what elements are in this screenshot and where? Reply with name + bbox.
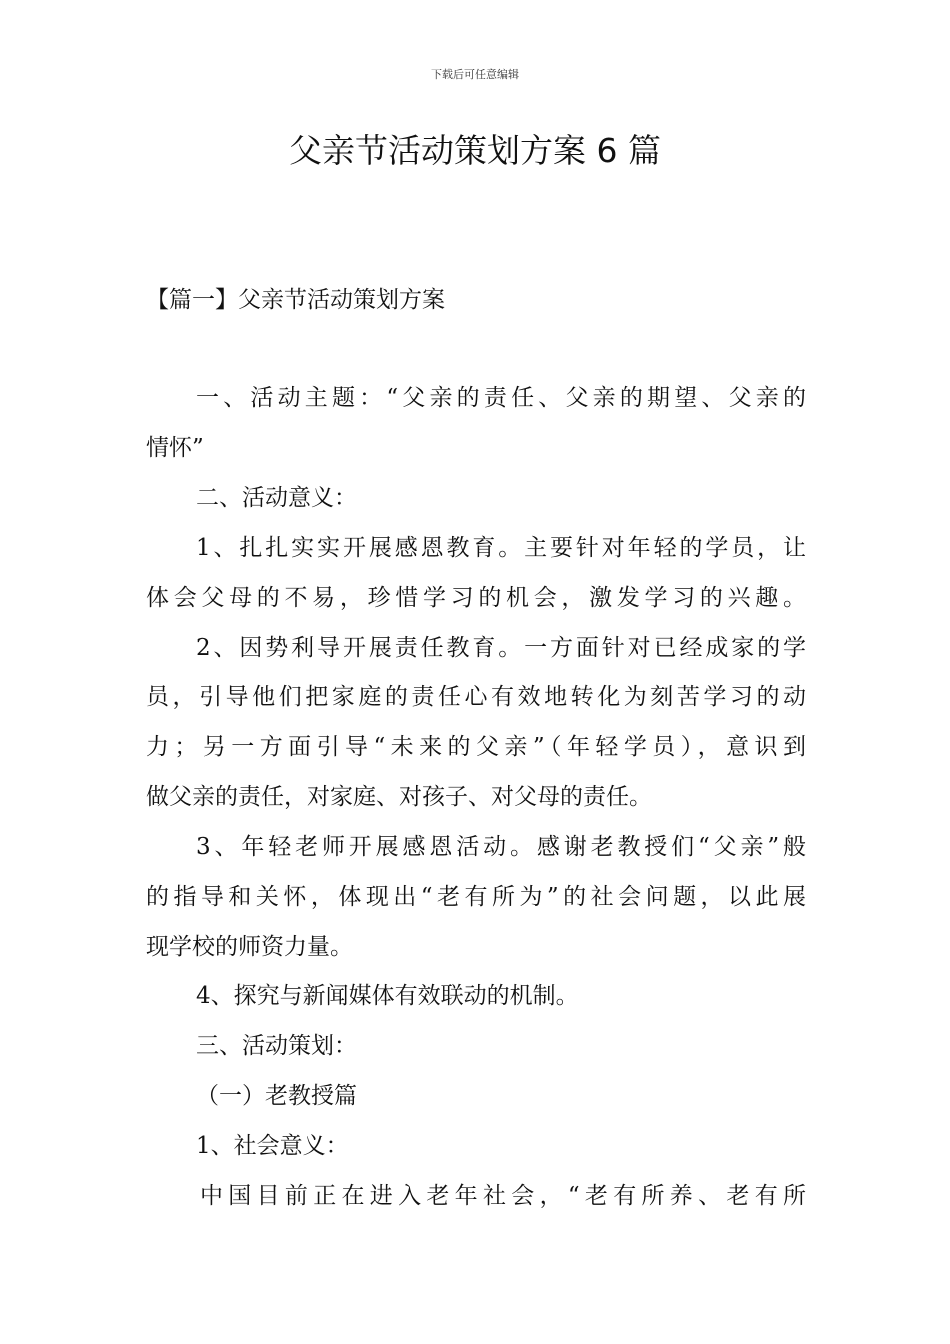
paragraph-line: 一、活动主题：“父亲的责任、父亲的期望、父亲的 bbox=[196, 385, 806, 411]
paragraph-line: 中国目前正在进入老年社会，“老有所养、老有所 bbox=[200, 1183, 806, 1209]
paragraph-line: 二、活动意义： bbox=[196, 485, 357, 511]
document-title: 父亲节活动策划方案 6 篇 bbox=[289, 131, 661, 170]
paragraph-line: 1、社会意义： bbox=[196, 1133, 349, 1159]
paragraph-line: 情怀” bbox=[146, 435, 204, 461]
paragraph-line: 1、扎扎实实开展感恩教育。主要针对年轻的学员，让 bbox=[196, 535, 806, 561]
paragraph-line: 2、因势利导开展责任教育。一方面针对已经成家的学 bbox=[196, 635, 806, 661]
paragraph-line: （一）老教授篇 bbox=[196, 1083, 357, 1109]
paragraph-line: 做父亲的责任，对家庭、对孩子、对父母的责任。 bbox=[146, 784, 652, 810]
paragraph-line: 现学校的师资力量。 bbox=[146, 934, 353, 960]
paragraph-line: 员，引导他们把家庭的责任心有效地转化为刻苦学习的动 bbox=[146, 684, 806, 710]
section-heading: 【篇一】父亲节活动策划方案 bbox=[146, 287, 445, 313]
paragraph-line: 的指导和关怀，体现出“老有所为”的社会问题，以此展 bbox=[146, 884, 806, 910]
paragraph-line: 力；另一方面引导“未来的父亲”（年轻学员），意识到 bbox=[146, 734, 806, 760]
header-note: 下载后可任意编辑 bbox=[431, 68, 519, 81]
paragraph-line: 4、探究与新闻媒体有效联动的机制。 bbox=[196, 983, 579, 1009]
paragraph-line: 3、年轻老师开展感恩活动。感谢老教授们“父亲”般 bbox=[196, 834, 806, 860]
paragraph-line: 三、活动策划： bbox=[196, 1033, 357, 1059]
paragraph-line: 体会父母的不易，珍惜学习的机会，激发学习的兴趣。 bbox=[146, 585, 806, 611]
